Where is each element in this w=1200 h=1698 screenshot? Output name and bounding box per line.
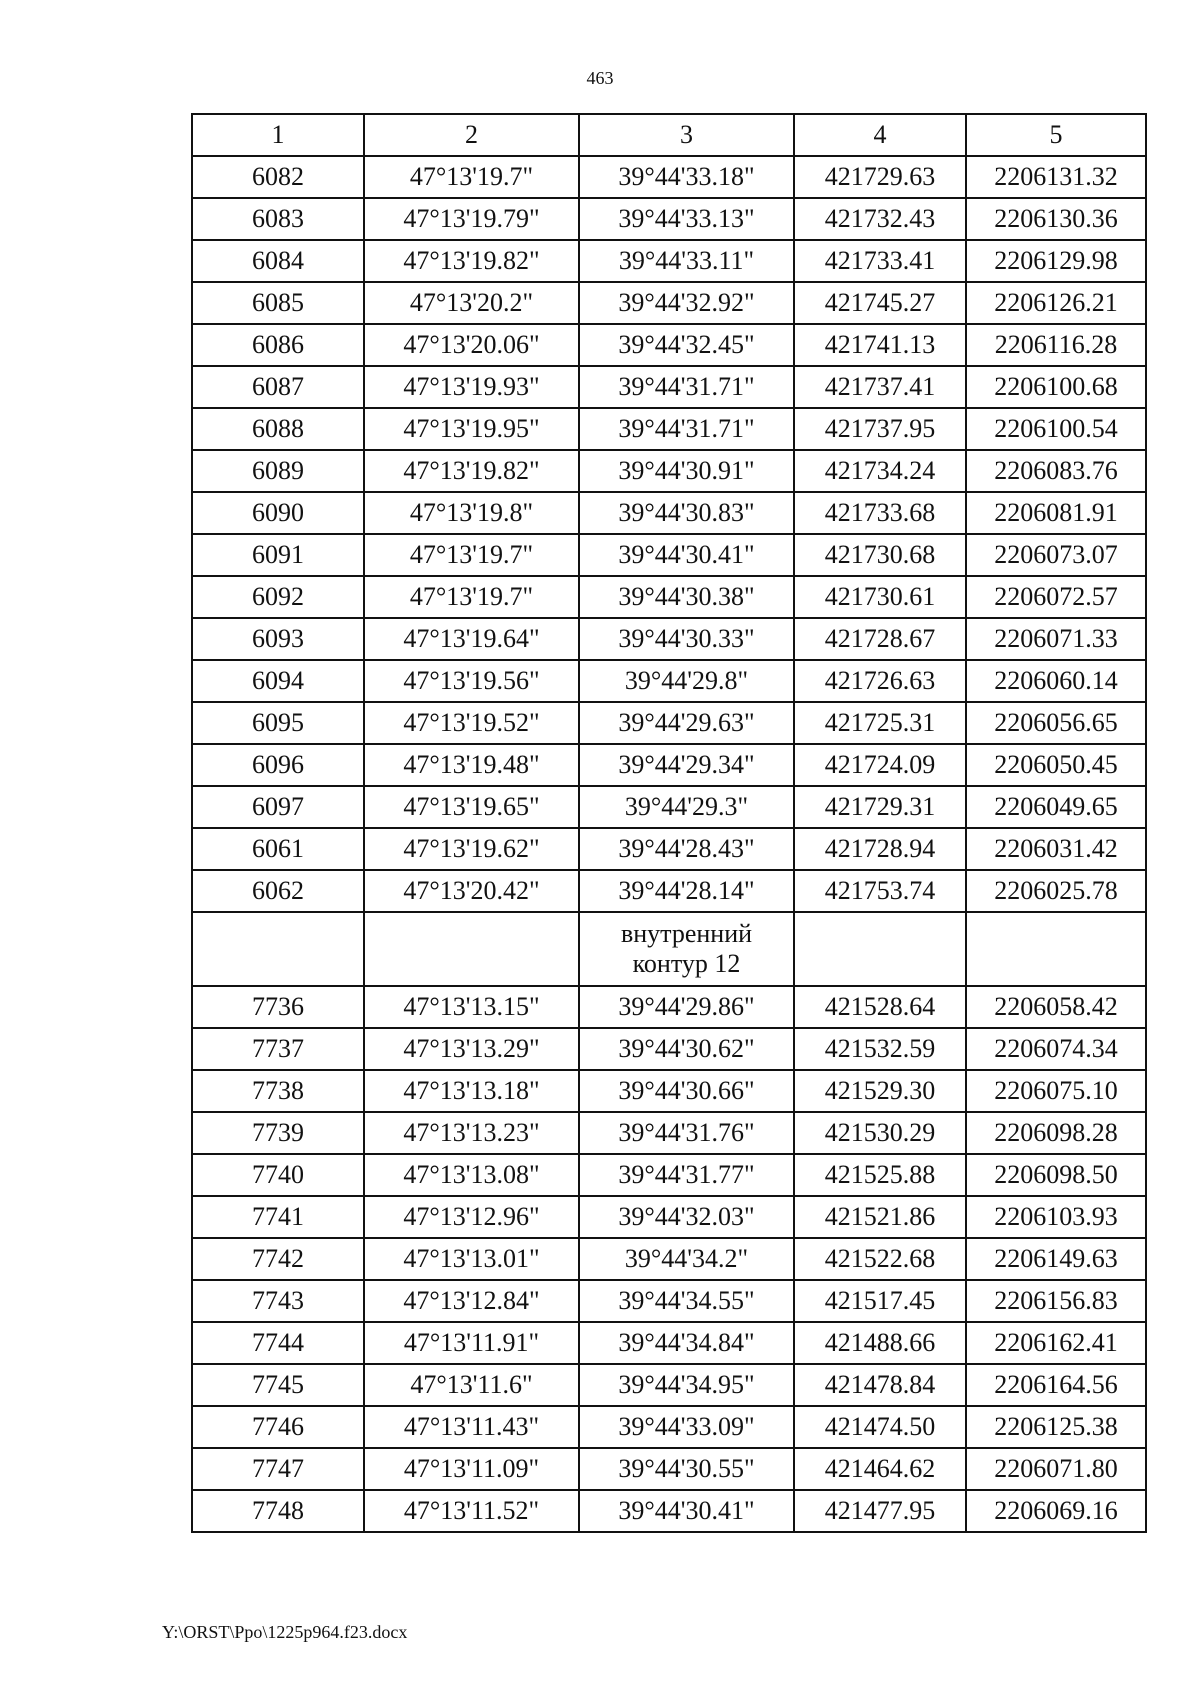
table-subheading-group xyxy=(192,912,1146,986)
table-row xyxy=(192,1490,1146,1532)
table-cell: 2206162.41 xyxy=(966,1322,1146,1364)
table-cell: 6083 xyxy=(192,198,364,240)
table-cell: 6097 xyxy=(192,786,364,828)
table-cell: 421730.68 xyxy=(794,534,966,576)
table-cell: 47°13'11.52" xyxy=(364,1490,579,1532)
table-row xyxy=(192,492,1146,534)
table-cell: 2206031.42 xyxy=(966,828,1146,870)
table-cell: 6094 xyxy=(192,660,364,702)
table-cell: 421737.95 xyxy=(794,408,966,450)
table-cell: 47°13'13.08" xyxy=(364,1154,579,1196)
table-cell: 421478.84 xyxy=(794,1364,966,1406)
table-row xyxy=(192,1154,1146,1196)
table-cell: 421517.45 xyxy=(794,1280,966,1322)
table-cell: 7739 xyxy=(192,1112,364,1154)
column-header-2: 2 xyxy=(364,114,579,156)
table-cell: 2206081.91 xyxy=(966,492,1146,534)
table-cell: 421725.31 xyxy=(794,702,966,744)
table-cell: 2206073.07 xyxy=(966,534,1146,576)
table-cell: 421530.29 xyxy=(794,1112,966,1154)
table-cell: 2206100.54 xyxy=(966,408,1146,450)
table-row xyxy=(192,870,1146,912)
table-cell: 2206075.10 xyxy=(966,1070,1146,1112)
footer-file-path: Y:\ORST\Ppo\1225p964.f23.docx xyxy=(162,1622,408,1642)
table-cell: 421528.64 xyxy=(794,986,966,1028)
table-body-part2 xyxy=(192,986,1146,1532)
table-cell: 39°44'28.14" xyxy=(579,870,794,912)
table-cell: 47°13'11.43" xyxy=(364,1406,579,1448)
table-cell: 39°44'31.76" xyxy=(579,1112,794,1154)
table-cell: 6061 xyxy=(192,828,364,870)
table-cell: 39°44'31.71" xyxy=(579,366,794,408)
table-cell: 6087 xyxy=(192,366,364,408)
table-cell: 39°44'34.55" xyxy=(579,1280,794,1322)
table-cell: 421729.63 xyxy=(794,156,966,198)
table-cell: 421753.74 xyxy=(794,870,966,912)
table-row xyxy=(192,282,1146,324)
table-cell: 47°13'19.8" xyxy=(364,492,579,534)
table-cell: 6082 xyxy=(192,156,364,198)
table-row xyxy=(192,1028,1146,1070)
table-cell: 39°44'30.33" xyxy=(579,618,794,660)
table-cell: 47°13'19.56" xyxy=(364,660,579,702)
table-cell: 421732.43 xyxy=(794,198,966,240)
table-cell: 47°13'13.23" xyxy=(364,1112,579,1154)
table-cell xyxy=(794,912,966,986)
table-cell: 7743 xyxy=(192,1280,364,1322)
table-cell: 39°44'29.8" xyxy=(579,660,794,702)
table-cell: 47°13'19.82" xyxy=(364,450,579,492)
table-cell: 421733.41 xyxy=(794,240,966,282)
table-cell: 421474.50 xyxy=(794,1406,966,1448)
table-cell: 2206149.63 xyxy=(966,1238,1146,1280)
table-cell: 6092 xyxy=(192,576,364,618)
table-cell: 2206156.83 xyxy=(966,1280,1146,1322)
table-cell: 39°44'29.63" xyxy=(579,702,794,744)
table-row xyxy=(192,156,1146,198)
column-header-1: 1 xyxy=(192,114,364,156)
table-cell: 47°13'13.18" xyxy=(364,1070,579,1112)
table-row xyxy=(192,198,1146,240)
table-cell: 7738 xyxy=(192,1070,364,1112)
table-cell: 7747 xyxy=(192,1448,364,1490)
table-cell: 47°13'11.09" xyxy=(364,1448,579,1490)
table-cell: 47°13'19.79" xyxy=(364,198,579,240)
table-row xyxy=(192,1238,1146,1280)
table-cell: 47°13'19.62" xyxy=(364,828,579,870)
table-cell: 421529.30 xyxy=(794,1070,966,1112)
table-cell: 2206058.42 xyxy=(966,986,1146,1028)
table-cell: 2206129.98 xyxy=(966,240,1146,282)
table-cell: 2206072.57 xyxy=(966,576,1146,618)
subheading-cell xyxy=(579,912,794,986)
column-header-5: 5 xyxy=(966,114,1146,156)
table-cell: 2206025.78 xyxy=(966,870,1146,912)
table-row xyxy=(192,240,1146,282)
table-cell: 39°44'30.41" xyxy=(579,534,794,576)
table-cell: 7748 xyxy=(192,1490,364,1532)
column-header-4: 4 xyxy=(794,114,966,156)
table-cell: 7744 xyxy=(192,1322,364,1364)
table-cell: 421745.27 xyxy=(794,282,966,324)
subheading-line2: контур 12 xyxy=(632,949,741,978)
table-row xyxy=(192,534,1146,576)
table-cell: 2206116.28 xyxy=(966,324,1146,366)
table-cell: 421737.41 xyxy=(794,366,966,408)
table-cell: 47°13'13.15" xyxy=(364,986,579,1028)
table-cell: 2206060.14 xyxy=(966,660,1146,702)
table-cell: 421488.66 xyxy=(794,1322,966,1364)
table-cell: 7741 xyxy=(192,1196,364,1238)
subheading-line1: внутренний xyxy=(620,919,753,948)
table-row xyxy=(192,1070,1146,1112)
table-cell: 7740 xyxy=(192,1154,364,1196)
table-cell: 47°13'19.48" xyxy=(364,744,579,786)
table-row xyxy=(192,408,1146,450)
table-row xyxy=(192,1364,1146,1406)
table-cell: 2206049.65 xyxy=(966,786,1146,828)
table-cell: 2206103.93 xyxy=(966,1196,1146,1238)
table-cell: 421532.59 xyxy=(794,1028,966,1070)
table-cell: 2206071.80 xyxy=(966,1448,1146,1490)
table-row xyxy=(192,1112,1146,1154)
table-cell: 421741.13 xyxy=(794,324,966,366)
table-cell: 39°44'31.77" xyxy=(579,1154,794,1196)
table-cell xyxy=(192,912,364,986)
table-cell: 421464.62 xyxy=(794,1448,966,1490)
table-cell: 421733.68 xyxy=(794,492,966,534)
table-cell: 2206083.76 xyxy=(966,450,1146,492)
table-cell: 39°44'34.84" xyxy=(579,1322,794,1364)
table-cell: 2206130.36 xyxy=(966,198,1146,240)
table-row xyxy=(192,702,1146,744)
table-row xyxy=(192,366,1146,408)
table-cell: 39°44'30.83" xyxy=(579,492,794,534)
table-row xyxy=(192,744,1146,786)
table-cell: 39°44'33.09" xyxy=(579,1406,794,1448)
table-cell: 47°13'12.96" xyxy=(364,1196,579,1238)
table-row xyxy=(192,1322,1146,1364)
table-cell: 47°13'11.91" xyxy=(364,1322,579,1364)
table-cell: 39°44'30.55" xyxy=(579,1448,794,1490)
table-row xyxy=(192,1406,1146,1448)
table-row xyxy=(192,1196,1146,1238)
table-cell: 47°13'20.42" xyxy=(364,870,579,912)
table-cell: 6089 xyxy=(192,450,364,492)
table-cell: 47°13'19.95" xyxy=(364,408,579,450)
table-cell: 421726.63 xyxy=(794,660,966,702)
table-cell: 2206164.56 xyxy=(966,1364,1146,1406)
table-cell: 2206100.68 xyxy=(966,366,1146,408)
table-cell: 39°44'33.13" xyxy=(579,198,794,240)
table-cell: 6091 xyxy=(192,534,364,576)
table-cell: 6093 xyxy=(192,618,364,660)
table-cell: 7746 xyxy=(192,1406,364,1448)
table-cell: 2206056.65 xyxy=(966,702,1146,744)
table-cell: 421522.68 xyxy=(794,1238,966,1280)
table-cell: 47°13'13.29" xyxy=(364,1028,579,1070)
table-cell: 6084 xyxy=(192,240,364,282)
table-cell xyxy=(966,912,1146,986)
table-cell: 421728.67 xyxy=(794,618,966,660)
table-cell: 7737 xyxy=(192,1028,364,1070)
table-cell: 47°13'11.6" xyxy=(364,1364,579,1406)
table-row xyxy=(192,986,1146,1028)
table-row xyxy=(192,1448,1146,1490)
table-cell: 421729.31 xyxy=(794,786,966,828)
page-number: 463 xyxy=(586,68,614,88)
table-cell: 2206098.28 xyxy=(966,1112,1146,1154)
column-header-3: 3 xyxy=(579,114,794,156)
table-cell: 39°44'30.66" xyxy=(579,1070,794,1112)
table-cell: 39°44'31.71" xyxy=(579,408,794,450)
table-cell: 39°44'30.41" xyxy=(579,1490,794,1532)
table-cell: 47°13'13.01" xyxy=(364,1238,579,1280)
table-cell: 6062 xyxy=(192,870,364,912)
table-cell: 39°44'28.43" xyxy=(579,828,794,870)
table-cell: 2206125.38 xyxy=(966,1406,1146,1448)
table-cell: 39°44'29.86" xyxy=(579,986,794,1028)
table-cell: 421730.61 xyxy=(794,576,966,618)
table-cell: 2206131.32 xyxy=(966,156,1146,198)
table-cell: 2206050.45 xyxy=(966,744,1146,786)
table-cell: 421724.09 xyxy=(794,744,966,786)
table-cell: 47°13'19.65" xyxy=(364,786,579,828)
table-cell: 39°44'34.2" xyxy=(579,1238,794,1280)
table-body-part1 xyxy=(192,156,1146,912)
table-cell: 39°44'30.38" xyxy=(579,576,794,618)
table-cell: 421728.94 xyxy=(794,828,966,870)
table-cell: 39°44'30.91" xyxy=(579,450,794,492)
table-cell: 47°13'19.7" xyxy=(364,156,579,198)
table-row xyxy=(192,450,1146,492)
table-cell: 421525.88 xyxy=(794,1154,966,1196)
subheading-row xyxy=(192,912,1146,986)
table-cell: 421734.24 xyxy=(794,450,966,492)
table-cell: 47°13'19.7" xyxy=(364,534,579,576)
table-cell: 6086 xyxy=(192,324,364,366)
table-cell: 39°44'33.18" xyxy=(579,156,794,198)
table-cell: 47°13'19.52" xyxy=(364,702,579,744)
table-cell: 2206071.33 xyxy=(966,618,1146,660)
table-row xyxy=(192,324,1146,366)
table-header-row xyxy=(192,114,1146,156)
table-cell: 6090 xyxy=(192,492,364,534)
table-cell: 39°44'33.11" xyxy=(579,240,794,282)
table-cell: 6088 xyxy=(192,408,364,450)
table-row xyxy=(192,828,1146,870)
table-cell: 2206074.34 xyxy=(966,1028,1146,1070)
table-cell: 6095 xyxy=(192,702,364,744)
table-row xyxy=(192,576,1146,618)
table-cell xyxy=(364,912,579,986)
table-cell: 6096 xyxy=(192,744,364,786)
table-cell: 47°13'19.82" xyxy=(364,240,579,282)
coordinates-table xyxy=(191,113,1147,1533)
table-cell: 39°44'30.62" xyxy=(579,1028,794,1070)
table-row xyxy=(192,786,1146,828)
table-cell: 7736 xyxy=(192,986,364,1028)
table-cell: 47°13'20.2" xyxy=(364,282,579,324)
table-cell: 39°44'32.92" xyxy=(579,282,794,324)
table-cell: 47°13'19.7" xyxy=(364,576,579,618)
table-row xyxy=(192,1280,1146,1322)
table-cell: 2206126.21 xyxy=(966,282,1146,324)
table-cell: 39°44'29.3" xyxy=(579,786,794,828)
table-cell: 39°44'34.95" xyxy=(579,1364,794,1406)
table-cell: 39°44'32.03" xyxy=(579,1196,794,1238)
table-cell: 39°44'32.45" xyxy=(579,324,794,366)
table-cell: 47°13'20.06" xyxy=(364,324,579,366)
table-row xyxy=(192,618,1146,660)
table-cell: 6085 xyxy=(192,282,364,324)
table-cell: 39°44'29.34" xyxy=(579,744,794,786)
table-cell: 47°13'19.93" xyxy=(364,366,579,408)
table-row xyxy=(192,660,1146,702)
table-cell: 2206098.50 xyxy=(966,1154,1146,1196)
table-cell: 421521.86 xyxy=(794,1196,966,1238)
table-cell: 7745 xyxy=(192,1364,364,1406)
table-cell: 47°13'19.64" xyxy=(364,618,579,660)
table-cell: 2206069.16 xyxy=(966,1490,1146,1532)
table-cell: 47°13'12.84" xyxy=(364,1280,579,1322)
table-cell: 7742 xyxy=(192,1238,364,1280)
table-cell: 421477.95 xyxy=(794,1490,966,1532)
